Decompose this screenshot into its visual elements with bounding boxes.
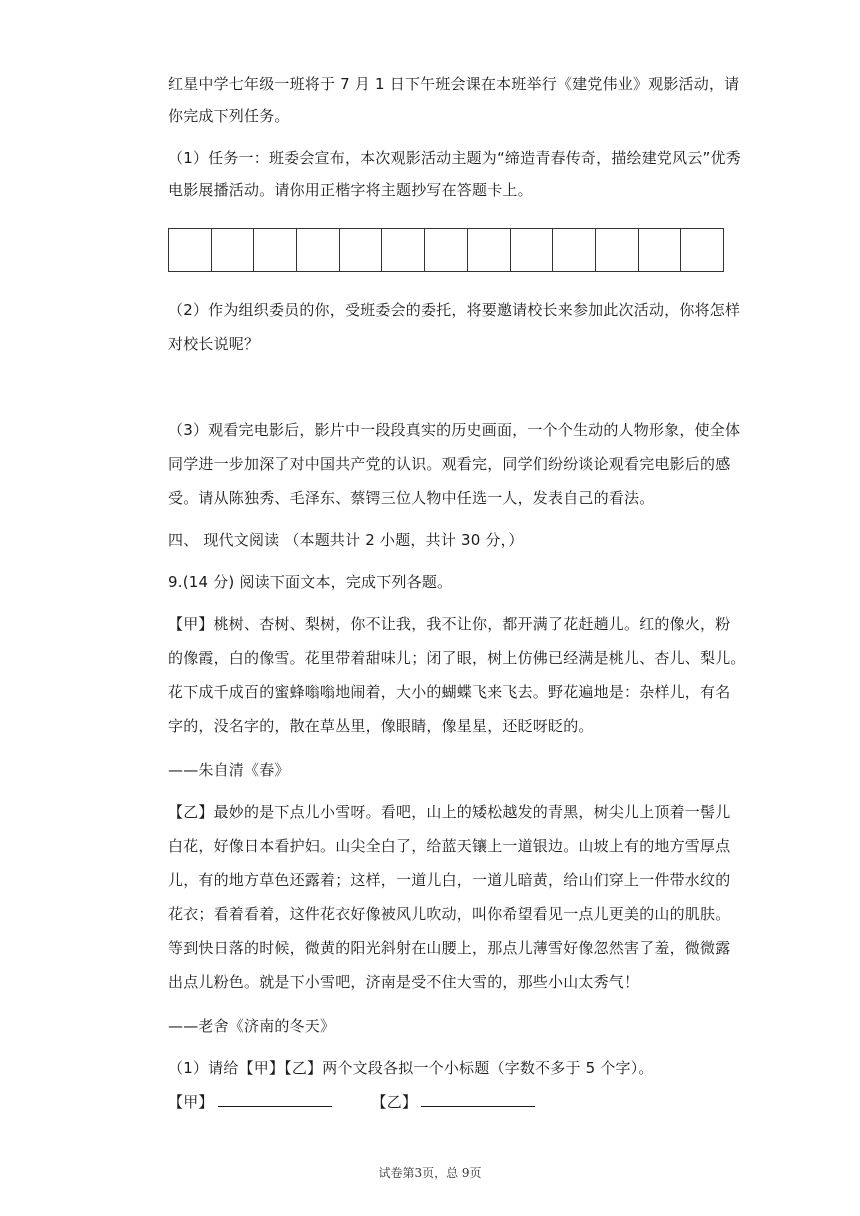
answer-jia-blank[interactable] (218, 1092, 332, 1107)
grid-cell[interactable] (553, 229, 596, 271)
subquestion-1: （1）请给【甲】【乙】两个文段各拟一个小标题（字数不多于 5 个字）。 (168, 1059, 654, 1077)
source-yi: ——老舍《济南的冬天》 (168, 1017, 336, 1035)
answer-row (168, 1092, 535, 1112)
grid-cell[interactable] (169, 229, 212, 271)
task3-line-1: （3）观看完电影后，影片中一段段真实的历史画面，一个个生动的人物形象，使全体 (168, 421, 741, 439)
passage-yi-line-5: 等到快日落的时候，微黄的阳光斜射在山腰上，那点儿薄雪好像忽然害了羞，微微露 (168, 939, 731, 957)
grid-cell[interactable] (212, 229, 255, 271)
grid-cell[interactable] (254, 229, 297, 271)
passage-jia-line-2: 的像霞，白的像雪。花里带着甜味儿；闭了眼，树上仿佛已经满是桃儿、杏儿、梨儿。 (168, 649, 746, 667)
task3-line-3: 受。请从陈独秀、毛泽东、蔡锷三位人物中任选一人，发表自己的看法。 (168, 489, 655, 507)
page-footer: 试卷第3页，总 9页 (378, 1166, 482, 1180)
answer-yi-blank[interactable] (421, 1092, 535, 1107)
passage-yi-line-1: 【乙】最妙的是下点儿小雪呀。看吧，山上的矮松越发的青黑，树尖儿上顶着一髻儿 (168, 803, 731, 821)
task1-line-2: 电影展播活动。请你用正楷字将主题抄写在答题卡上。 (168, 181, 533, 199)
passage-yi-line-6: 出点儿粉色。就是下小雪吧，济南是受不住大雪的，那些小山太秀气！ (168, 973, 640, 991)
answer-yi-label: 【乙】 (371, 1093, 418, 1111)
grid-cell[interactable] (425, 229, 468, 271)
passage-yi-line-2: 白花，好像日本看护妇。山尖全白了，给蓝天镶上一道银边。山坡上有的地方雪厚点 (168, 837, 731, 855)
passage-jia-line-4: 字的，没名字的，散在草丛里，像眼睛，像星星，还眨呀眨的。 (168, 717, 594, 735)
intro-line-1: 红星中学七年级一班将于 7 月 1 日下午班会课在本班举行《建党伟业》观影活动，请 (168, 75, 740, 93)
grid-cell[interactable] (681, 229, 723, 271)
answer-jia-label: 【甲】 (168, 1093, 214, 1111)
answer-grid (168, 228, 724, 272)
question-9: 9.(14 分) 阅读下面文本，完成下列各题。 (168, 573, 453, 591)
grid-cell[interactable] (340, 229, 383, 271)
task2-line-1: （2）作为组织委员的你，受班委会的委托，将要邀请校长来参加此次活动，你将怎样 (168, 301, 741, 319)
passage-jia-line-3: 花下成千成百的蜜蜂嗡嗡地闹着，大小的蝴蝶飞来飞去。野花遍地是：杂样儿，有名 (168, 683, 731, 701)
grid-cell[interactable] (639, 229, 682, 271)
passage-yi-line-3: 儿，有的地方草色还露着；这样，一道儿白，一道儿暗黄，给山们穿上一件带水纹的 (168, 871, 731, 889)
intro-line-2: 你完成下列任务。 (168, 107, 290, 125)
grid-cell[interactable] (382, 229, 425, 271)
grid-cell[interactable] (297, 229, 340, 271)
grid-cell[interactable] (511, 229, 554, 271)
passage-yi-line-4: 花衣；看着看着，这件花衣好像被风儿吹动，叫你希望看见一点儿更美的山的肌肤。 (168, 905, 731, 923)
source-jia: ——朱自清《春》 (168, 761, 290, 779)
grid-cell[interactable] (596, 229, 639, 271)
passage-jia-line-1: 【甲】桃树、杏树、梨树，你不让我，我不让你，都开满了花赶趟儿。红的像火，粉 (168, 615, 731, 633)
task2-line-2: 对校长说呢？ (168, 335, 260, 353)
section-heading: 四、 现代文阅读 （本题共计 2 小题，共计 30 分，） (168, 531, 524, 549)
task3-line-2: 同学进一步加深了对中国共产党的认识。观看完，同学们纷纷谈论观看完电影后的感 (168, 455, 731, 473)
grid-cell[interactable] (468, 229, 511, 271)
task1-line-1: （1）任务一：班委会宣布，本次观影活动主题为“缔造青春传奇，描绘建党风云”优秀 (168, 149, 741, 167)
